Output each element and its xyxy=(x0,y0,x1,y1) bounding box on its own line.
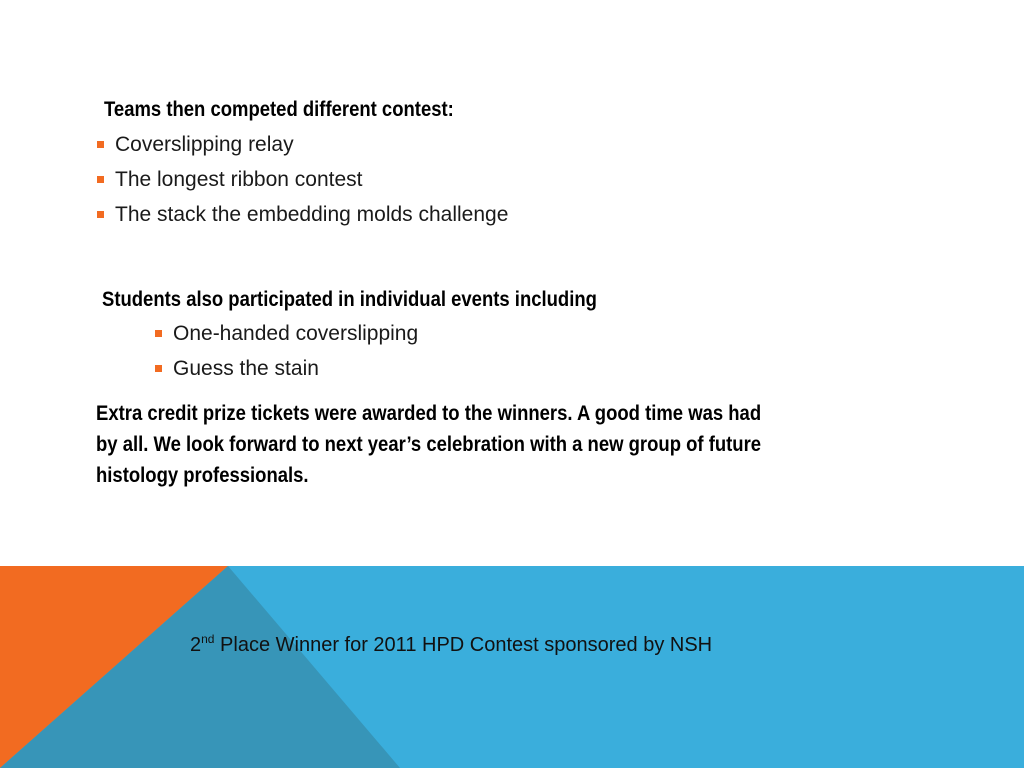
contest-list xyxy=(97,133,508,238)
section-heading-individual-events: Students also participated in individual events including xyxy=(102,288,597,311)
footer-triangles-decoration xyxy=(0,566,1024,768)
list-item xyxy=(155,357,418,392)
list-item-label: Guess the stain xyxy=(173,357,319,380)
caption-text: Place Winner for 2011 HPD Contest sponsored by NSH xyxy=(214,634,713,656)
closing-paragraph xyxy=(96,398,926,491)
square-bullet-icon xyxy=(97,211,104,218)
paragraph-line: histology professionals. xyxy=(96,464,309,487)
list-item xyxy=(155,322,418,357)
list-item xyxy=(97,133,508,168)
caption-ordinal: nd xyxy=(201,632,215,646)
square-bullet-icon xyxy=(97,141,104,148)
list-item xyxy=(97,168,508,203)
list-item xyxy=(97,203,508,238)
list-item-label: The longest ribbon contest xyxy=(115,168,363,191)
paragraph-line: Extra credit prize tickets were awarded to the winners. A good time was had xyxy=(96,402,762,425)
list-item-label: The stack the embedding molds challenge xyxy=(115,203,509,226)
list-item-label: One-handed coverslipping xyxy=(173,322,419,345)
footer-band xyxy=(0,566,1024,768)
square-bullet-icon xyxy=(155,330,162,337)
footer-caption xyxy=(190,632,712,658)
section-heading-contests: Teams then competed different contest: xyxy=(104,98,454,121)
paragraph-line: by all. We look forward to next year’s celebration with a new group of future xyxy=(96,433,762,456)
caption-number: 2 xyxy=(190,634,202,656)
list-item-label: Coverslipping relay xyxy=(115,133,294,156)
individual-events-list xyxy=(155,322,418,392)
square-bullet-icon xyxy=(155,365,162,372)
square-bullet-icon xyxy=(97,176,104,183)
